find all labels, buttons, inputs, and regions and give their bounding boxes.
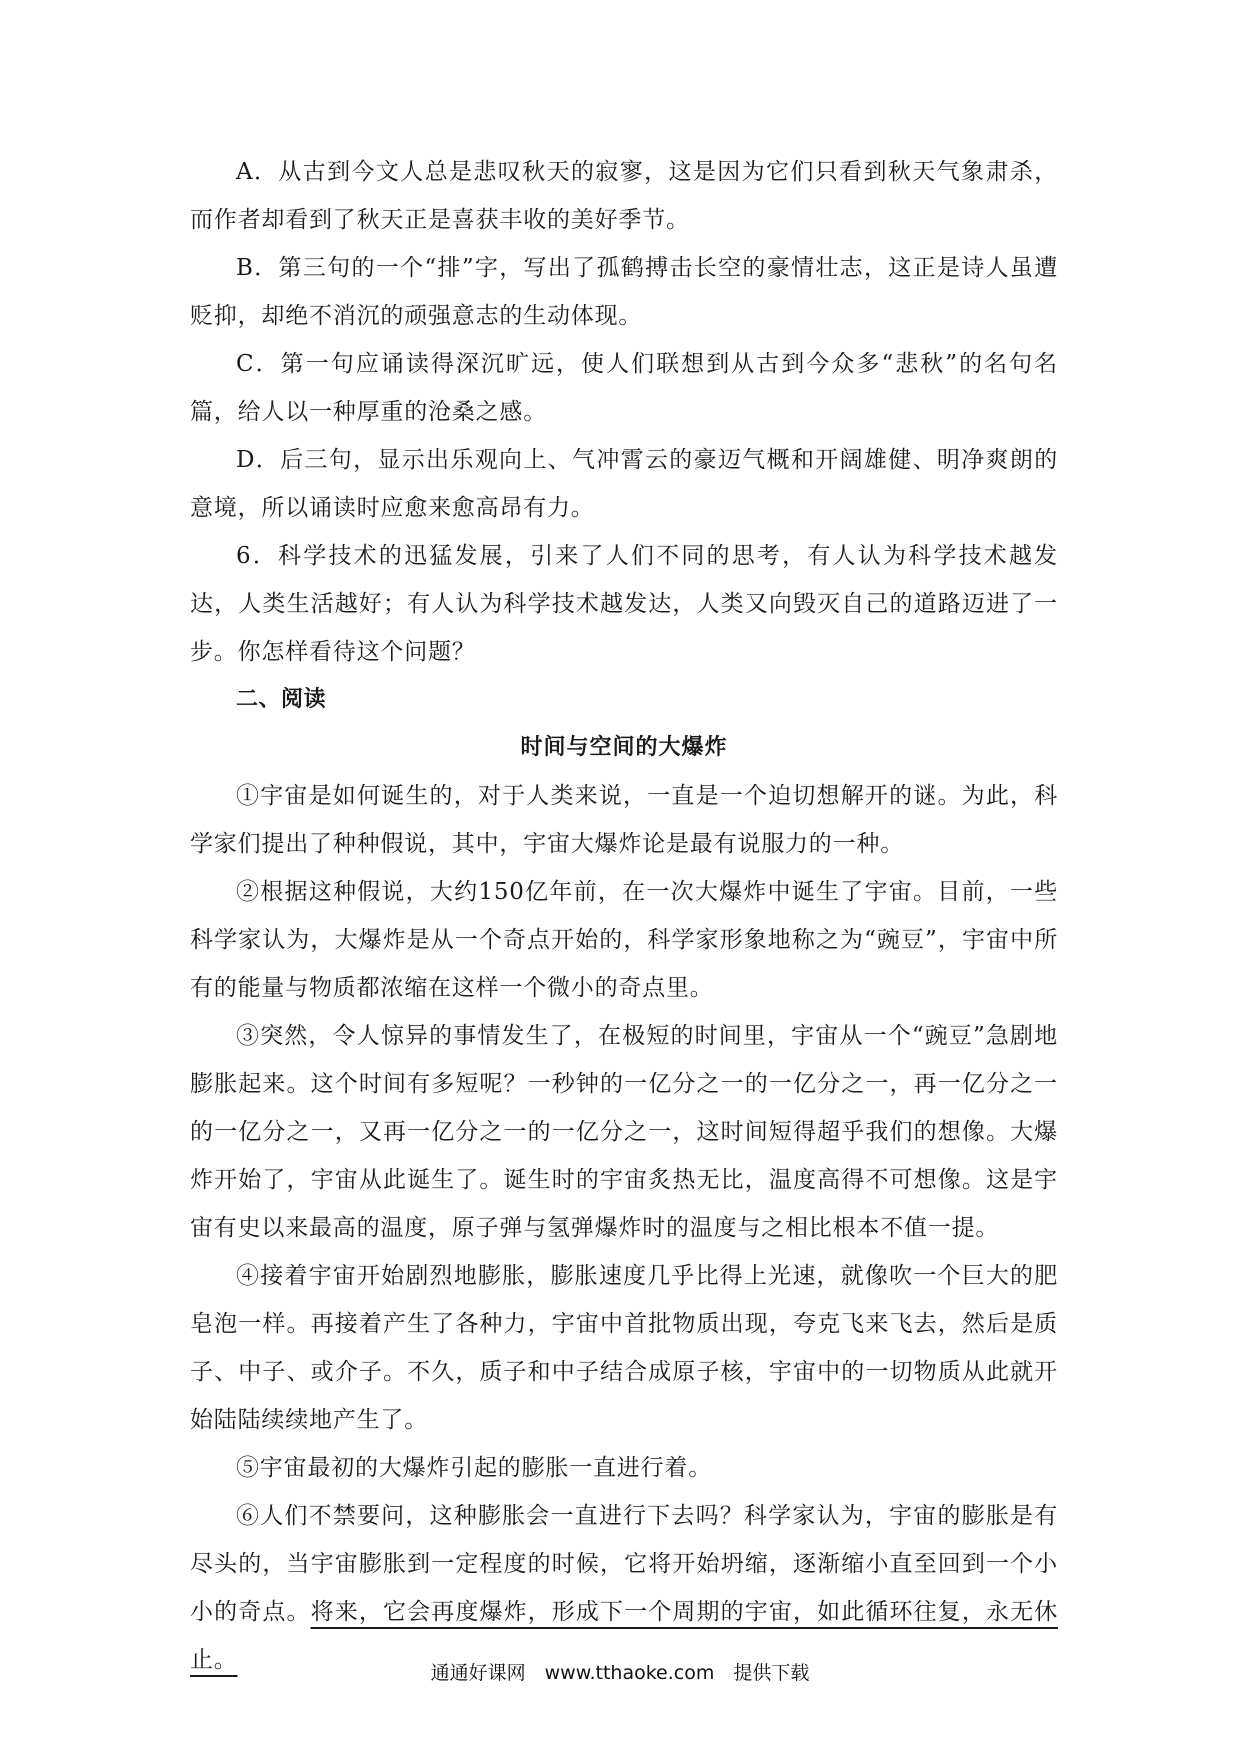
article-title: 时间与空间的大爆炸 bbox=[520, 735, 728, 760]
article-paragraph-2: ②根据这种假说，大约150亿年前，在一次大爆炸中诞生了宇宙。目前，一些科学家认为，大爆炸是从一个奇点开始的，科学家形象地称之为“豌豆”，宇宙中所有的能量与物质都浓缩在这样一个微小的奇点里。 bbox=[190, 879, 1058, 1001]
article-paragraph-1: ①宇宙是如何诞生的，对于人类来说，一直是一个迫切想解开的谜。为此，科学家们提出了种种假说，其中，宇宙大爆炸论是最有说服力的一种。 bbox=[190, 783, 1058, 857]
article-paragraph-6 bbox=[190, 1492, 1058, 1684]
paragraph-6-text: ⑥人们不禁要问，这种膨胀会一直进行下去吗？科学家认为，宇宙的膨胀是有尽头的，当宇宙膨胀到一定程度的时候，它将开始坍缩，逐渐缩小直至回到一个小小的奇点。 bbox=[190, 1503, 1058, 1625]
article-paragraph-5: ⑤宇宙最初的大爆炸引起的膨胀一直进行着。 bbox=[236, 1455, 712, 1481]
section-heading: 二、阅读 bbox=[236, 687, 327, 712]
article-paragraph-4: ④接着宇宙开始剧烈地膨胀，膨胀速度几乎比得上光速，就像吹一个巨大的肥皂泡一样。再接着产生了各种力，宇宙中首批物质出现，夸克飞来飞去，然后是质子、中子、或介子。不久，质子和中子结合成原子核，宇宙中的一切物质从此就开始陆陆续续地产生了。 bbox=[190, 1263, 1058, 1433]
footer-watermark: 通通好课网 www.tthaoke.com 提供下载 bbox=[430, 1662, 810, 1684]
question-6: 6．科学技术的迅猛发展，引来了人们不同的思考，有人认为科学技术越发达，人类生活越好；有人认为科学技术越发达，人类又向毁灭自己的道路迈进了一步。你怎样看待这个问题？ bbox=[190, 543, 1058, 665]
option-a: A．从古到今文人总是悲叹秋天的寂寥，这是因为它们只看到秋天气象肃杀，而作者却看到了秋天正是喜获丰收的美好季节。 bbox=[190, 159, 1058, 233]
document-body bbox=[190, 148, 1058, 1684]
article-paragraph-3: ③突然，令人惊异的事情发生了，在极短的时间里，宇宙从一个“豌豆”急剧地膨胀起来。这个时间有多短呢？一秒钟的一亿分之一的一亿分之一，再一亿分之一的一亿分之一，又再一亿分之一的一亿分之一，这时间短得超乎我们的想像。大爆炸开始了，宇宙从此诞生了。诞生时的宇宙炙热无比，温度高得不可想像。这是宇宙有史以来最高的温度，原子弹与氢弹爆炸时的温度与之相比根本不值一提。 bbox=[190, 1023, 1058, 1241]
underlined-sentence: 将来，它会再度爆炸，形成下一个周期的宇宙，如此循环往复，永无休止。 bbox=[190, 1599, 1058, 1673]
option-c: C．第一句应诵读得深沉旷远，使人们联想到从古到今众多“悲秋”的名句名篇，给人以一种厚重的沧桑之感。 bbox=[190, 351, 1058, 425]
option-b: B．第三句的一个“排”字，写出了孤鹤搏击长空的豪情壮志，这正是诗人虽遭贬抑，却绝不消沉的顽强意志的生动体现。 bbox=[190, 255, 1058, 329]
option-d: D．后三句，显示出乐观向上、气冲霄云的豪迈气概和开阔雄健、明净爽朗的意境，所以诵读时应愈来愈高昂有力。 bbox=[190, 447, 1058, 521]
